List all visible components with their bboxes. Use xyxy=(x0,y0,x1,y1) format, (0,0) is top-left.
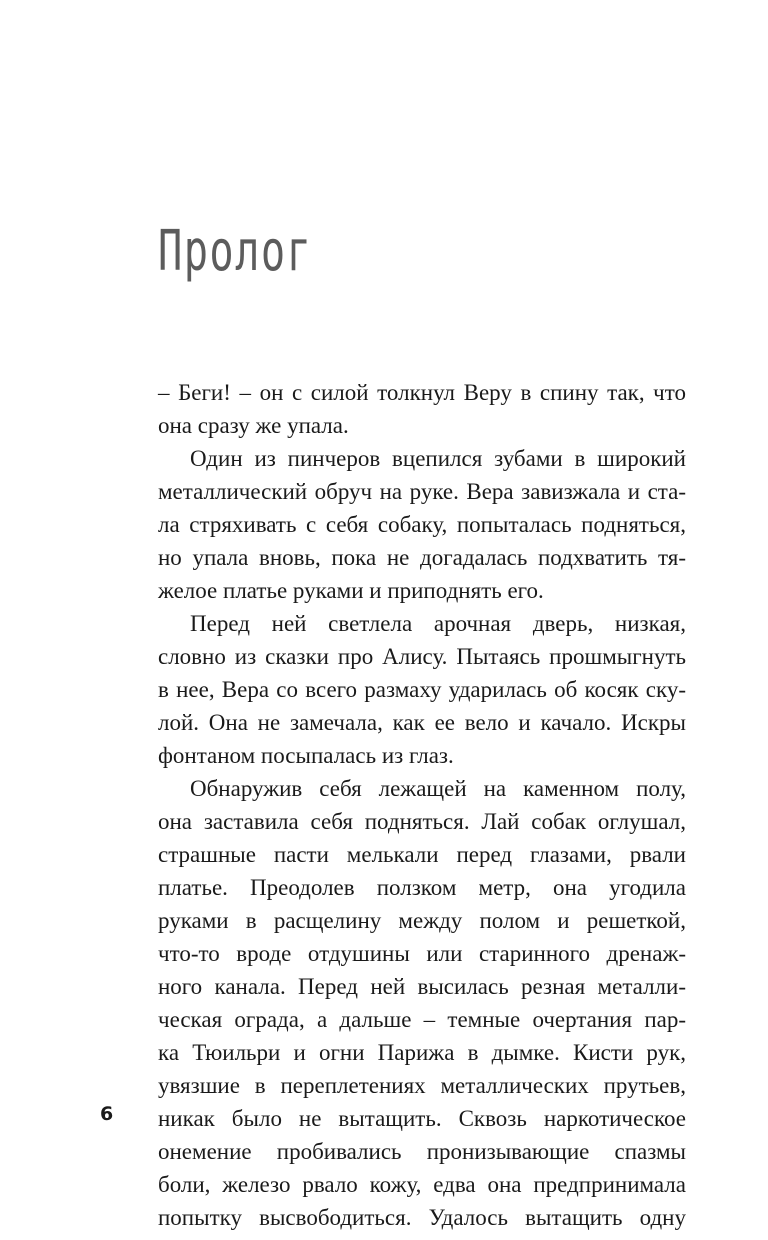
text-line: она заставила себя подняться. Лай собак оглушал, xyxy=(158,809,686,834)
page-number: 6 xyxy=(100,1103,114,1125)
text-line: но упала вновь, пока не догадалась подхватить тя- xyxy=(158,545,686,570)
text-line: страшные пасти мелькали перед глазами, рвали xyxy=(158,842,686,867)
text-line: руками в расщелину между полом и решеткой, xyxy=(158,908,686,933)
text-line: Один из пинчеров вцепился зубами в широкий xyxy=(190,446,686,471)
text-line: фонтаном посыпалась из глаз. xyxy=(158,743,454,768)
text-line: попытку высвободиться. Удалось вытащить одну xyxy=(158,1205,686,1230)
text-line: в нее, Вера со всего размаху ударилась об косяк ску- xyxy=(158,677,686,702)
text-line: ческая ограда, а дальше – темные очертания пар- xyxy=(158,1007,686,1032)
text-line: металлический обруч на руке. Вера завизжала и ста- xyxy=(158,479,686,504)
text-line: ка Тюильри и огни Парижа в дымке. Кисти рук, xyxy=(158,1040,686,1065)
text-line: платье. Преодолев ползком метр, она угодила xyxy=(158,875,686,900)
text-line: словно из сказки про Алису. Пытаясь прошмыгнуть xyxy=(158,644,686,669)
text-line: никак было не вытащить. Сквозь наркотическое xyxy=(158,1106,686,1131)
text-line: онемение пробивались пронизывающие спазмы xyxy=(158,1139,686,1164)
text-line: ла стряхивать с себя собаку, попыталась подняться, xyxy=(158,512,686,537)
text-line: что-то вроде отдушины или старинного дренаж- xyxy=(158,941,686,966)
text-line: – Беги! – он с силой толкнул Веру в спину так, что xyxy=(158,380,686,405)
chapter-title: Пролог xyxy=(158,219,313,284)
text-line: боли, железо рвало кожу, едва она предпринимала xyxy=(158,1172,686,1197)
text-line: увязшие в переплетениях металлических прутьев, xyxy=(158,1073,686,1098)
text-line: ного канала. Перед ней высилась резная металли- xyxy=(158,974,686,999)
text-line: она сразу же упала. xyxy=(158,413,349,438)
text-line: Обнаружив себя лежащей на каменном полу, xyxy=(190,776,686,801)
text-line: желое платье руками и приподнять его. xyxy=(158,578,544,603)
body-text xyxy=(158,376,686,1234)
text-line: Перед ней светлела арочная дверь, низкая, xyxy=(190,611,686,636)
text-line: лой. Она не замечала, как ее вело и качало. Искры xyxy=(158,710,686,735)
